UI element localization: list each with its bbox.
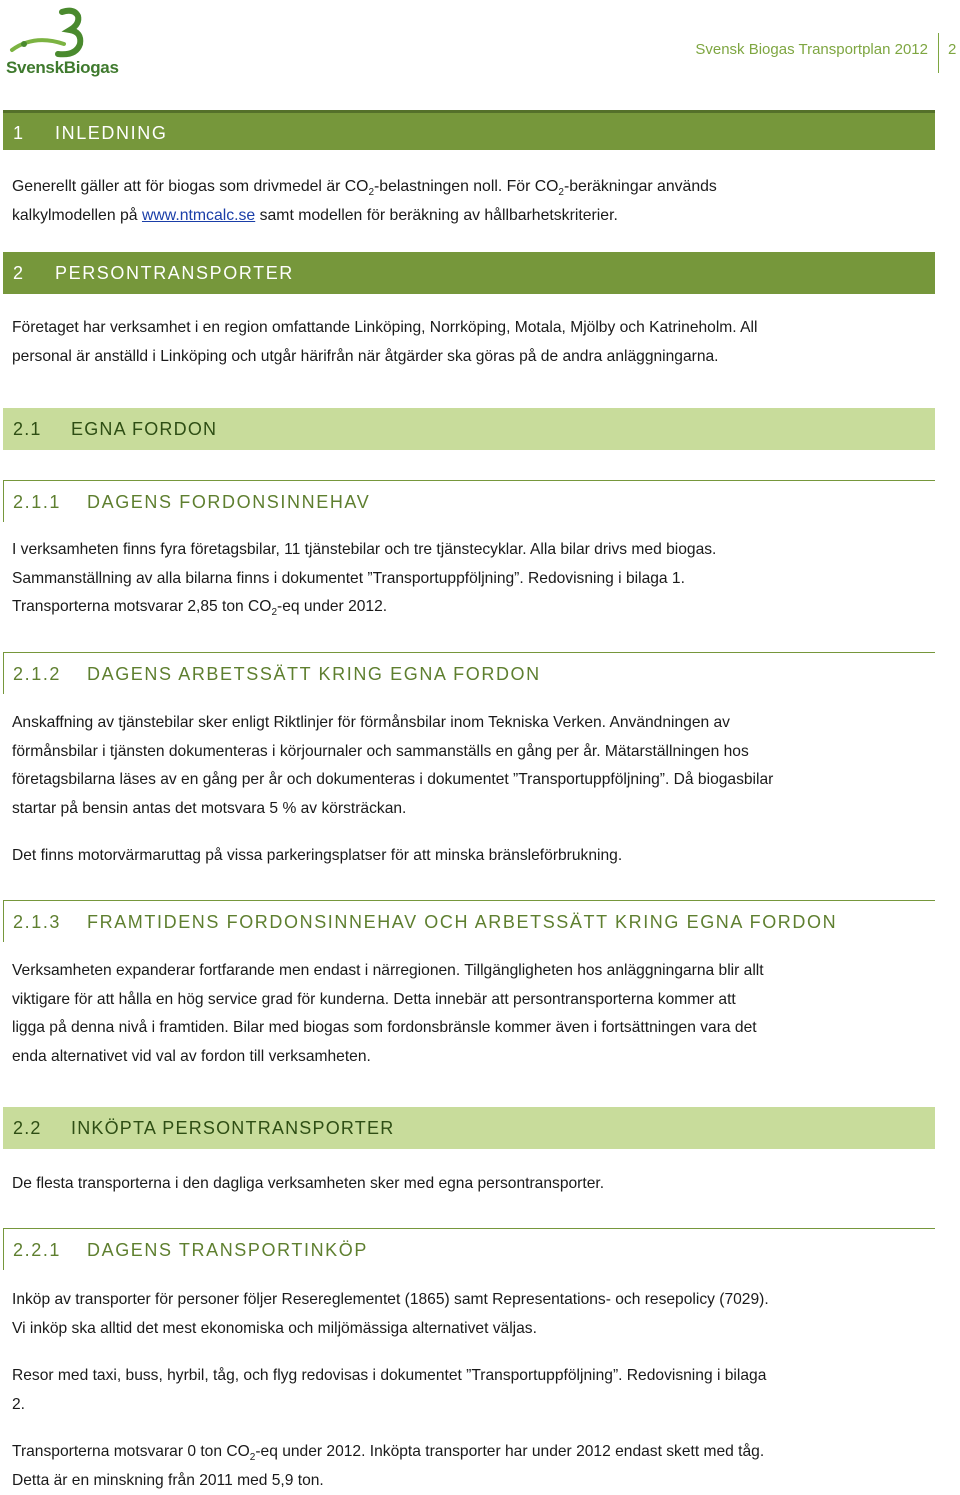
paragraph-line: Resor med taxi, buss, hyrbil, tåg, och flyg redovisas i dokumentet ”Transportuppföljning”. Redovisning i bilaga <box>12 1362 927 1391</box>
page-number: 2 <box>948 41 956 58</box>
paragraph-line: Detta är en minskning från 2011 med 5,9 ton. <box>12 1467 927 1495</box>
paragraph-line: Transporterna motsvarar 0 ton $CO_2-eq$ under 2012. Inköpta transporter har under 2012 endast skett med tåg. <box>12 1438 927 1467</box>
paragraph-line: viktigare för att hålla en hög service grad för kunderna. Detta innebär att persontransporterna kommer att <box>12 986 927 1015</box>
paragraph-inledning <box>12 173 927 230</box>
header-title: Svensk Biogas Transportplan 2012 <box>695 41 928 58</box>
heading-number: 2.1 <box>13 408 71 450</box>
paragraph-line: Generellt gäller att för biogas som drivmedel är $CO_2$-belastningen noll. För $CO_2$-beräkningar används <box>12 173 927 202</box>
logo-text: SvenskBiogas <box>6 58 119 78</box>
heading-title: DAGENS TRANSPORTINKÖP <box>87 1240 368 1260</box>
heading-title: PERSONTRANSPORTER <box>55 263 294 283</box>
header-divider <box>938 33 939 73</box>
heading-number: 2.1.1 <box>13 481 87 523</box>
paragraph-line: förmånsbilar i tjänsten dokumenteras i körjournaler och sammanställs en gång per år. Mätarställningen hos <box>12 738 927 767</box>
heading-title: FRAMTIDENS FORDONSINNEHAV OCH ARBETSSÄTT KRING EGNA FORDON <box>87 912 837 932</box>
paragraph-line: Företaget har verksamhet i en region omfattande Linköping, Norrköping, Motala, Mjölby och Katrineholm. All <box>12 314 927 343</box>
heading-2-1-3-framtidens-fordonsinnehav <box>3 900 935 942</box>
heading-title: INLEDNING <box>55 123 167 143</box>
paragraph-line: Verksamheten expanderar fortfarande men endast i närregionen. Tillgängligheten hos anläggningarna blir allt <box>12 957 927 986</box>
paragraph-framtiden <box>12 957 927 1071</box>
heading-title: DAGENS ARBETSSÄTT KRING EGNA FORDON <box>87 664 541 684</box>
heading-title: DAGENS FORDONSINNEHAV <box>87 492 370 512</box>
paragraph-motorvarmare: Det finns motorvärmaruttag på vissa parkeringsplatser för att minska bränsleförbrukning. <box>12 842 927 871</box>
heading-1-inledning <box>3 110 935 150</box>
paragraph-resor <box>12 1362 927 1419</box>
heading-number: 2 <box>13 252 55 294</box>
heading-2-2-inkopta-persontransporter <box>3 1107 935 1149</box>
paragraph-line: Inköp av transporter för personer följer Resereglementet (1865) samt Representations- och resepolicy (7029). <box>12 1286 927 1315</box>
paragraph-line: I verksamheten finns fyra företagsbilar, 11 tjänstebilar och tre tjänstecyklar. Alla bilar drivs med biogas. <box>12 536 927 565</box>
paragraph-line: enda alternativet vid val av fordon till verksamheten. <box>12 1043 927 1072</box>
paragraph-line: Vi inköp ska alltid det mest ekonomiska och miljömässiga alternativet väljas. <box>12 1315 927 1344</box>
paragraph-line: startar på bensin antas det motsvara 5 % av körsträckan. <box>12 795 927 824</box>
paragraph-line: 2. <box>12 1391 927 1420</box>
paragraph-line: Transporterna motsvarar 2,85 ton $CO_2-eq$ under 2012. <box>12 593 927 622</box>
paragraph-fordonsinnehav <box>12 536 927 622</box>
paragraph-transporter-co2 <box>12 1438 927 1495</box>
paragraph-arbetssatt <box>12 709 927 823</box>
heading-2-1-2-dagens-arbetssatt <box>3 652 935 694</box>
heading-number: 2.1.3 <box>13 901 87 943</box>
paragraph-line: Anskaffning av tjänstebilar sker enligt Riktlinjer för förmånsbilar inom Tekniska Verken. Användningen av <box>12 709 927 738</box>
paragraph-line: kalkylmodellen på www.ntmcalc.se samt modellen för beräkning av hållbarhetskriterier. <box>12 202 927 231</box>
paragraph-line: företagsbilarna läses av en gång per år och dokumenteras i dokumentet ”Transportuppföljning”. Då biogasbilar <box>12 766 927 795</box>
ntmcalc-link[interactable]: www.ntmcalc.se <box>142 207 255 224</box>
paragraph-persontransporter <box>12 314 927 371</box>
heading-2-persontransporter <box>3 252 935 294</box>
heading-title: EGNA FORDON <box>71 419 217 439</box>
heading-2-2-1-dagens-transportinkop <box>3 1228 935 1270</box>
paragraph-line: personal är anställd i Linköping och utgår härifrån när åtgärder ska göras på de andra anläggningarna. <box>12 343 927 372</box>
paragraph-transportinkop <box>12 1286 927 1343</box>
heading-number: 2.2.1 <box>13 1229 87 1271</box>
heading-number: 2.1.2 <box>13 653 87 695</box>
paragraph-line: Sammanställning av alla bilarna finns i dokumentet ”Transportuppföljning”. Redovisning i bilaga 1. <box>12 565 927 594</box>
heading-title: INKÖPTA PERSONTRANSPORTER <box>71 1118 394 1138</box>
paragraph-inkopta: De flesta transporterna i den dagliga verksamheten sker med egna persontransporter. <box>12 1170 927 1199</box>
paragraph-line: ligga på denna nivå i framtiden. Bilar med biogas som fordonsbränsle kommer även i fortsättningen vara det <box>12 1014 927 1043</box>
heading-number: 1 <box>13 113 55 153</box>
heading-2-1-1-dagens-fordonsinnehav <box>3 480 935 522</box>
heading-number: 2.2 <box>13 1107 71 1149</box>
heading-2-1-egna-fordon <box>3 408 935 450</box>
